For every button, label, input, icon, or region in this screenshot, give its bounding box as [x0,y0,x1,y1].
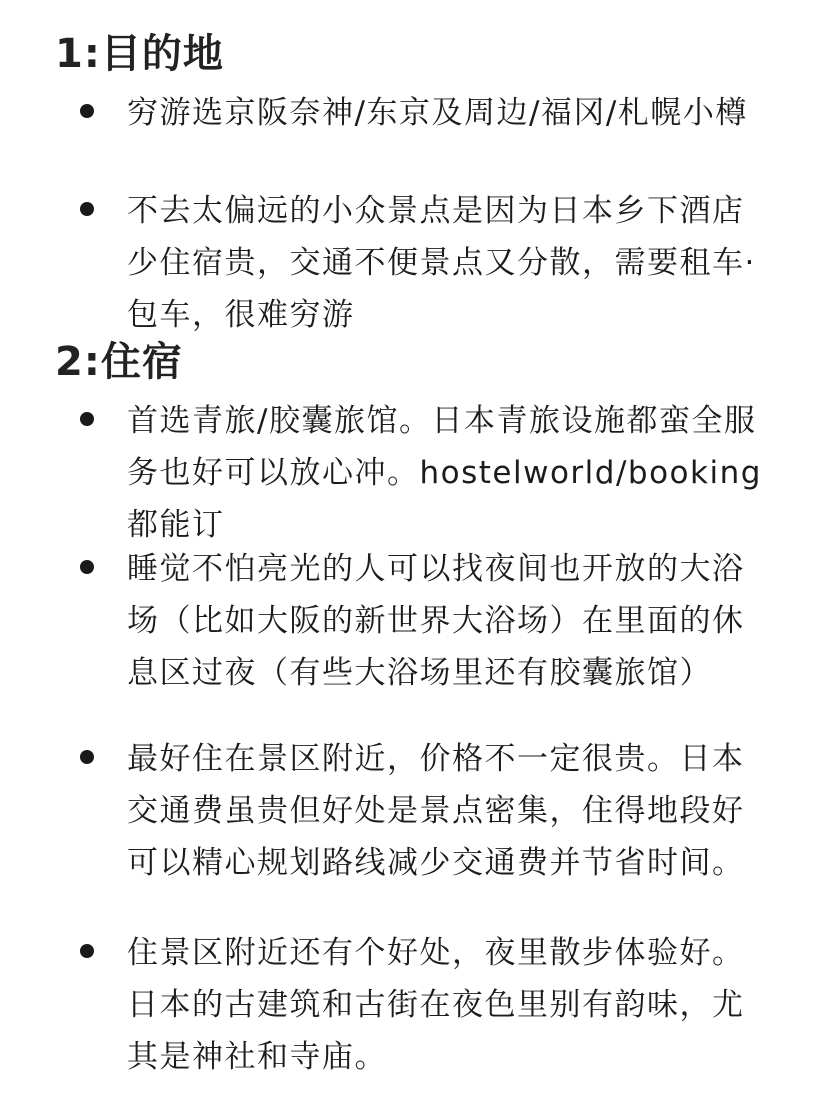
list-item-text: 住景区附近还有个好处，夜里散步体验好。日本的古建筑和古街在夜色里别有韵味，尤其是神社和寺庙。 [127,935,745,1075]
section-heading-accommodation: 2:住宿 [55,339,183,385]
list-item-text: 不去太偏远的小众景点是因为日本乡下酒店少住宿贵，交通不便景点又分散，需要租车·包车，很难穷游 [127,193,756,333]
bullet-icon [80,412,94,426]
list-item-text: 最好住在景区附近，价格不一定很贵。日本交通费虽贵但好处是景点密集，住得地段好可以精心规划路线减少交通费并节省时间。 [127,741,745,881]
bullet-icon [80,944,94,958]
list-item-text: 首选青旅/胶囊旅馆。日本青旅设施都蛮全服务也好可以放心冲。hostelworld/booking都能订 [127,403,762,543]
bullet-icon [80,104,94,118]
list-item-text: 穷游选京阪奈神/东京及周边/福冈/札幌小樽 [127,95,748,131]
bullet-icon [80,560,94,574]
list-item-text: 睡觉不怕亮光的人可以找夜间也开放的大浴场（比如大阪的新世界大浴场）在里面的休息区过夜（有些大浴场里还有胶囊旅馆） [127,551,745,691]
bullet-icon [80,202,94,216]
bullet-icon [80,750,94,764]
section-heading-destination: 1:目的地 [55,31,224,77]
